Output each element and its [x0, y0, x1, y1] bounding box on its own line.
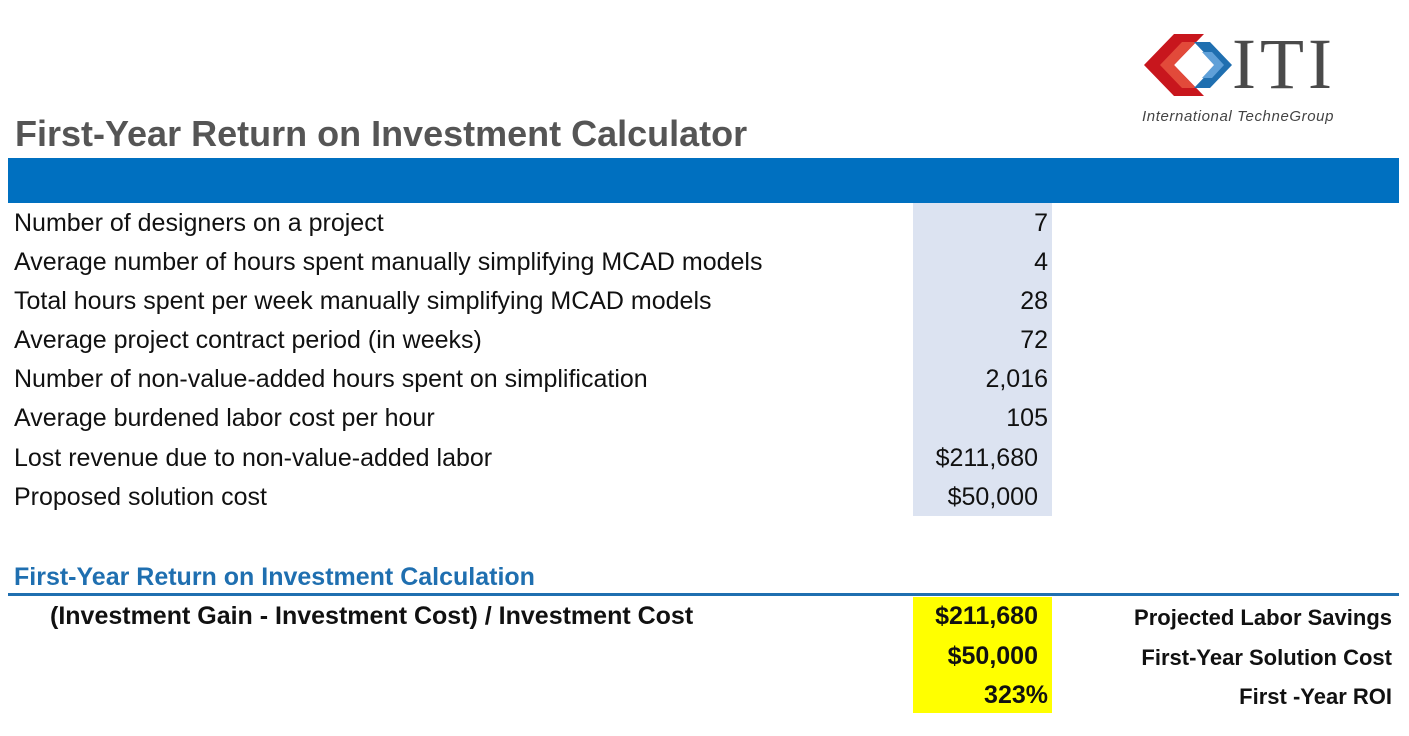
input-value[interactable]: 28 — [1020, 287, 1048, 316]
input-row-avg-hours — [0, 244, 1409, 283]
input-value[interactable]: 7 — [1034, 209, 1048, 237]
input-label: Average burdened labor cost per hour — [14, 404, 435, 433]
iti-diamond-logo-icon — [1144, 34, 1236, 96]
input-value[interactable]: 72 — [1020, 326, 1048, 355]
result-value-labor-savings: $211,680 — [935, 602, 1038, 630]
result-value-solution-cost: $50,000 — [947, 642, 1038, 670]
input-label: Number of non-value-added hours spent on simplification — [14, 365, 648, 394]
result-label-roi: First -Year ROI — [1239, 684, 1392, 709]
calculation-divider — [8, 593, 1399, 596]
input-row-solution-cost — [0, 479, 1409, 518]
input-label: Average number of hours spent manually simplifying MCAD models — [14, 248, 763, 277]
input-row-labor-cost — [0, 400, 1409, 439]
header-band — [8, 158, 1399, 203]
calculation-heading: First-Year Return on Investment Calculation — [14, 563, 535, 591]
input-row-lost-revenue — [0, 440, 1409, 479]
input-value[interactable]: 2,016 — [985, 365, 1048, 394]
logo-wordmark: ITI — [1232, 24, 1336, 104]
roi-formula: (Investment Gain - Investment Cost) / Investment Cost — [50, 602, 694, 630]
input-label: Number of designers on a project — [14, 209, 384, 237]
input-row-contract-period — [0, 322, 1409, 361]
input-label: Total hours spent per week manually simplifying MCAD models — [14, 287, 712, 316]
input-value[interactable]: $50,000 — [947, 482, 1038, 511]
input-row-total-hours — [0, 283, 1409, 322]
iti-logo — [1140, 24, 1365, 130]
input-table — [0, 205, 1409, 518]
result-label-labor-savings: Projected Labor Savings — [1134, 605, 1392, 630]
input-row-non-value-hours — [0, 361, 1409, 400]
page-title: First-Year Return on Investment Calculator — [15, 113, 748, 154]
result-value-roi: 323% — [984, 681, 1048, 709]
input-value[interactable]: 105 — [1006, 404, 1048, 433]
input-label: Proposed solution cost — [14, 482, 267, 511]
result-label-solution-cost: First-Year Solution Cost — [1141, 645, 1392, 670]
input-label: Lost revenue due to non-value-added labor — [14, 443, 493, 472]
input-value[interactable]: 4 — [1034, 248, 1048, 277]
logo-subtitle: International TechneGroup — [1142, 108, 1335, 125]
input-label: Average project contract period (in weeks) — [14, 326, 482, 355]
input-value[interactable]: $211,680 — [935, 443, 1038, 472]
input-row-designers — [0, 205, 1409, 244]
